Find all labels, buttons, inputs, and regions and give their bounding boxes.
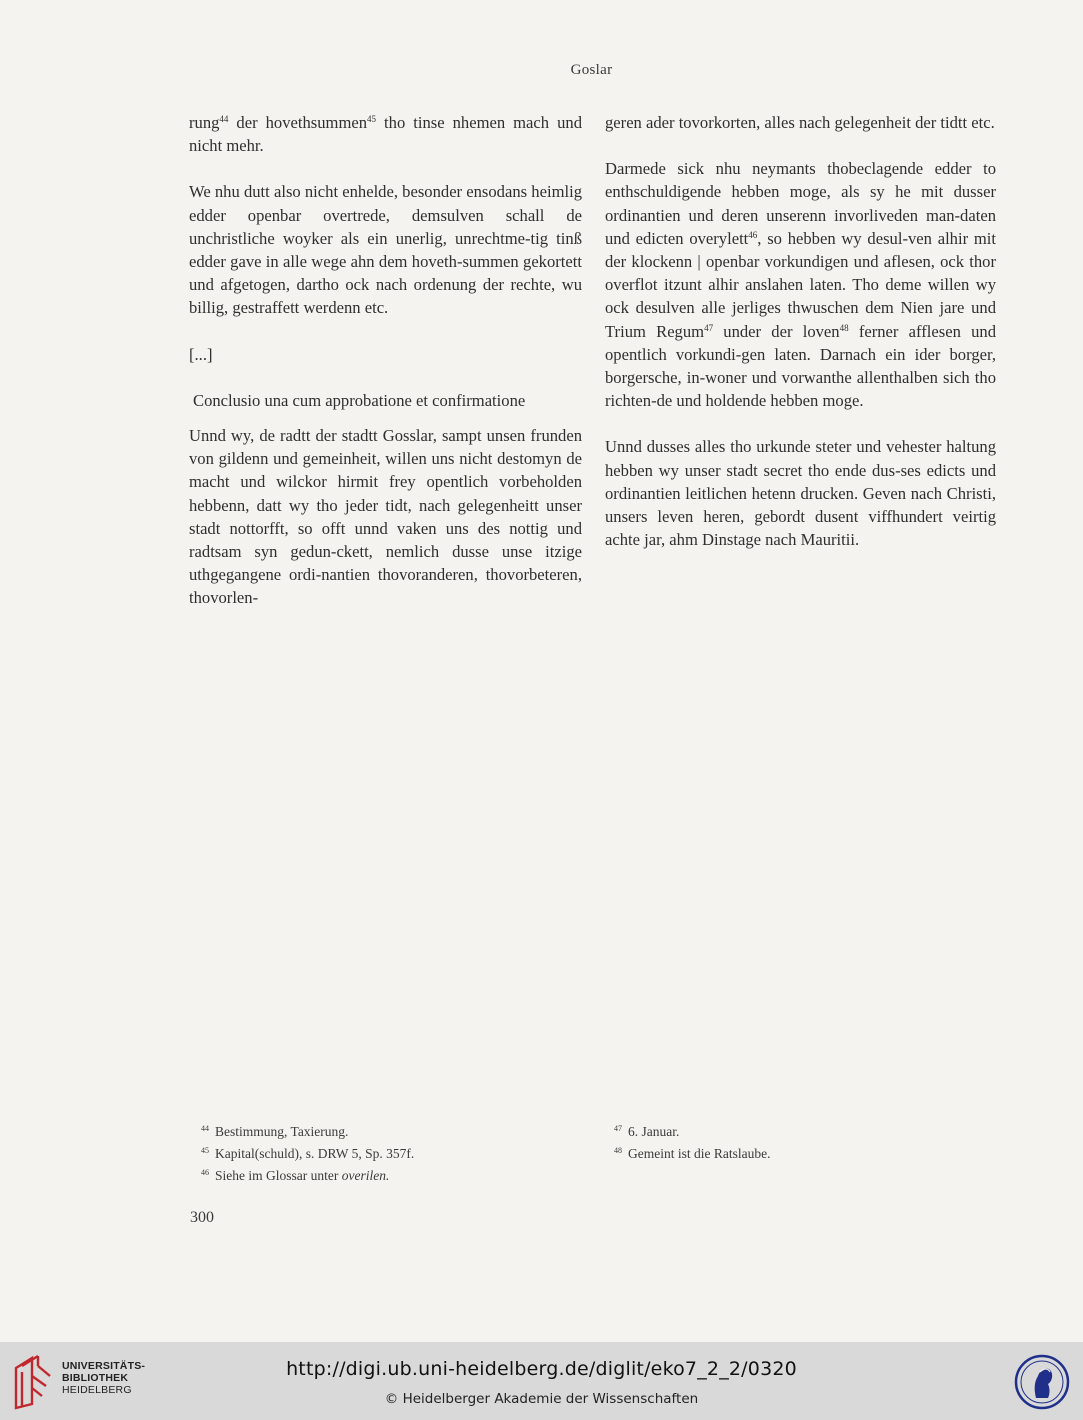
- viewer-footer: [0, 1342, 1083, 1420]
- footnote: $^{48}$ Gemeint ist die Ratslaube.: [614, 1146, 771, 1161]
- footnotes-left: [201, 1119, 414, 1185]
- footnote-ref-46[interactable]: 46: [748, 229, 758, 240]
- right-paragraph-3: Unnd dusses alles tho urkunde steter und vehester haltung hebben wy unser stadt secret tho ende dus-ses edicts und ordinantien leitlichen hetenn drucken. Geven nach Christi, unsers leven heren, gebordt dusent viffhundert veirtig achte jar, ahm Dinstage nach Mauritii.: [605, 437, 996, 550]
- footnote-ref-47[interactable]: 47: [704, 322, 714, 333]
- right-paragraph-1: geren ader tovorkorten, alles nach gelegenheit der tidtt etc.: [605, 113, 995, 132]
- right-paragraph-2: Darmede sick nhu neymants thobeclagende edder to enthschuldigende hebben moge, als sy he mit dusser ordinantien und deren unserenn invorliveden man-daten und edicten overylett$^{46}$, so hebben wy desul-ven alhir mit der klockenn | openbar vorkundigen und aflesen, ock thor overflot itzunt alhir anslahen laten. Tho deme willen wy ock desulven alle jerliges thwuschen dem Nien jare und Trium Regum$^{47}$ under der loven$^{48}$ ferner afflesen und opentlich vorkundi-gen laten. Darnach ein ider borger, borgersche, in-woner und vorwanthe allenthalben sich tho richten-de und holdende hebben moge.: [605, 159, 996, 411]
- footnote: $^{44}$ Bestimmung, Taxierung.: [201, 1124, 349, 1139]
- left-paragraph-2: We nhu dutt also nicht enhelde, besonder ensodans heimlig edder openbar overtrede, demsulven schall de unchristliche woyker als ein unerlig, unrechtme-tig tinß edder gave in alle wege ahn dem hoveth-summen gekortett und afgetogen, dartho ock nach ordenung der rechte, wu billig, gestraffett werdenn etc.: [189, 182, 582, 318]
- footnote-ref-45[interactable]: 45: [367, 114, 377, 124]
- copyright-notice: © Heidelberger Akademie der Wissenschaften: [384, 1391, 699, 1407]
- running-head: Goslar: [570, 62, 613, 78]
- section-heading: Conclusio una cum approbatione et confirmatione: [193, 390, 526, 410]
- page-number: 300: [190, 1209, 214, 1226]
- footnotes-right: [614, 1119, 770, 1163]
- footnote: $^{47}$ 6. Januar.: [614, 1124, 680, 1139]
- left-column: [189, 111, 582, 610]
- footnote-ref-48[interactable]: 48: [839, 322, 849, 333]
- footnote: $^{45}$ Kapital(schuld), s. DRW 5, Sp. 357f.: [201, 1146, 415, 1161]
- academy-seal-icon[interactable]: [1014, 1352, 1070, 1412]
- document-url[interactable]: http://digi.ub.uni-heidelberg.de/diglit/eko7_2_2/0320: [286, 1358, 797, 1380]
- left-paragraph-1: rung$^{44}$ der hovethsummen$^{45}$ tho tinse nhemen mach und nicht mehr.: [189, 113, 582, 156]
- left-paragraph-3: Unnd wy, de radtt der stadtt Gosslar, sampt unsen frunden von gildenn und gemeinheit, willen uns nicht destomyn de macht und wilckor hirmit frey opentlich vorbeholden hebbenn, datt wy tho jeder tidt, nach gelegenheitt unser stadt nottorfft, so offt unnd vaken uns des nottig und radtsam syn gedun-ckett, nemlich dusse unse itzige uthgegangene ordi-nantien thovoranderen, thovorbeteren, thovorlen-: [189, 426, 582, 608]
- right-column: [605, 111, 996, 551]
- library-name[interactable]: UNIVERSITÄTS- BIBLIOTHEK HEIDELBERG: [62, 1360, 146, 1396]
- footnote-ref-44[interactable]: 44: [219, 114, 229, 124]
- ellipsis-mark: [...]: [189, 344, 213, 364]
- footnote: $^{46}$ Siehe im Glossar unter overilen.: [201, 1168, 390, 1183]
